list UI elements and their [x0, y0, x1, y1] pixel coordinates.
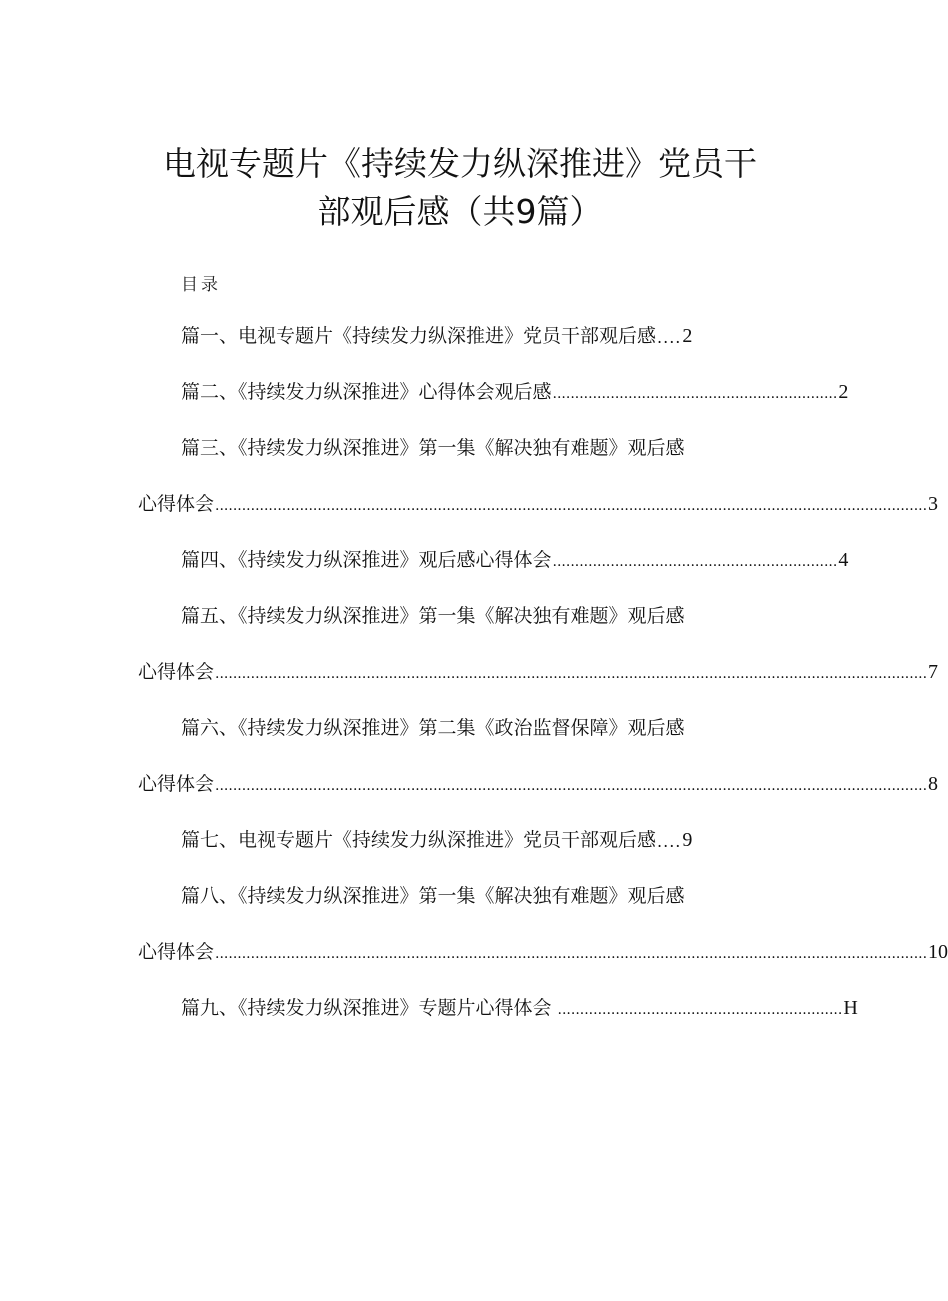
- toc-page-number: H: [843, 997, 858, 1019]
- toc-entry-3-continuation[interactable]: [138, 489, 939, 519]
- toc-entry-8[interactable]: [181, 881, 741, 911]
- toc-entry-7[interactable]: [181, 825, 717, 855]
- toc-leader-dots: ................................................................................................................................................................: [215, 666, 928, 682]
- toc-leader-dots: ................................................................................................................................................................: [215, 498, 928, 514]
- toc-entry-text: 心得体会: [138, 493, 215, 515]
- toc-entry-3[interactable]: [181, 433, 741, 463]
- toc-entry-text: 篇三、《持续发力纵深推进》第一集《解决独有难题》观后感: [181, 437, 685, 459]
- document-title-line-1: 电视专题片《持续发力纵深推进》党员干: [163, 144, 757, 183]
- toc-page-number: 2: [682, 325, 693, 347]
- toc-entry-6-continuation[interactable]: [138, 769, 939, 799]
- toc-leader-dots: ................................................................: [552, 386, 838, 402]
- document-title-line-2: 部观后感（共9篇）: [317, 192, 603, 231]
- toc-entry-8-continuation[interactable]: [138, 937, 948, 967]
- toc-entry-text: 篇八、《持续发力纵深推进》第一集《解决独有难题》观后感: [181, 885, 685, 907]
- toc-leader-dots: ................................................................................................................................................................: [215, 778, 928, 794]
- toc-page-number: 7: [928, 661, 939, 683]
- toc-leader-dots: ................................................................: [557, 1002, 843, 1018]
- toc-leader-dots: ....: [657, 328, 682, 347]
- toc-leader-dots: ....: [657, 832, 682, 851]
- toc-entry-5-continuation[interactable]: [138, 657, 939, 687]
- toc-entry-6[interactable]: [181, 713, 741, 743]
- toc-entry-1[interactable]: [181, 321, 717, 351]
- toc-entry-5[interactable]: [181, 601, 741, 631]
- toc-entry-2[interactable]: [181, 377, 849, 407]
- toc-entry-text: 篇七、电视专题片《持续发力纵深推进》党员干部观后感: [181, 829, 657, 851]
- toc-heading: 目录: [181, 275, 221, 295]
- toc-page-number: 4: [838, 549, 849, 571]
- toc-entry-text: 心得体会: [138, 941, 215, 963]
- toc-page-number: 9: [682, 829, 693, 851]
- toc-entry-text: 心得体会: [138, 773, 215, 795]
- toc-entry-text: 篇二、《持续发力纵深推进》心得体会观后感: [181, 381, 552, 403]
- toc-entry-4[interactable]: [181, 545, 849, 575]
- toc-page-number: 10: [928, 941, 948, 963]
- toc-entry-text: 心得体会: [138, 661, 215, 683]
- toc-leader-dots: ................................................................: [552, 554, 838, 570]
- toc-entry-text: 篇六、《持续发力纵深推进》第二集《政治监督保障》观后感: [181, 717, 685, 739]
- toc-entry-9[interactable]: [181, 993, 858, 1023]
- toc-entry-text: 篇四、《持续发力纵深推进》观后感心得体会: [181, 549, 552, 571]
- toc-page-number: 2: [838, 381, 849, 403]
- toc-entry-text: 篇一、电视专题片《持续发力纵深推进》党员干部观后感: [181, 325, 657, 347]
- toc-entry-text: 篇五、《持续发力纵深推进》第一集《解决独有难题》观后感: [181, 605, 685, 627]
- toc-entry-text: 篇九、《持续发力纵深推进》专题片心得体会: [181, 997, 552, 1019]
- toc-leader-dots: ................................................................................................................................................................: [215, 946, 928, 962]
- toc-page-number: 8: [928, 773, 939, 795]
- toc-page-number: 3: [928, 493, 939, 515]
